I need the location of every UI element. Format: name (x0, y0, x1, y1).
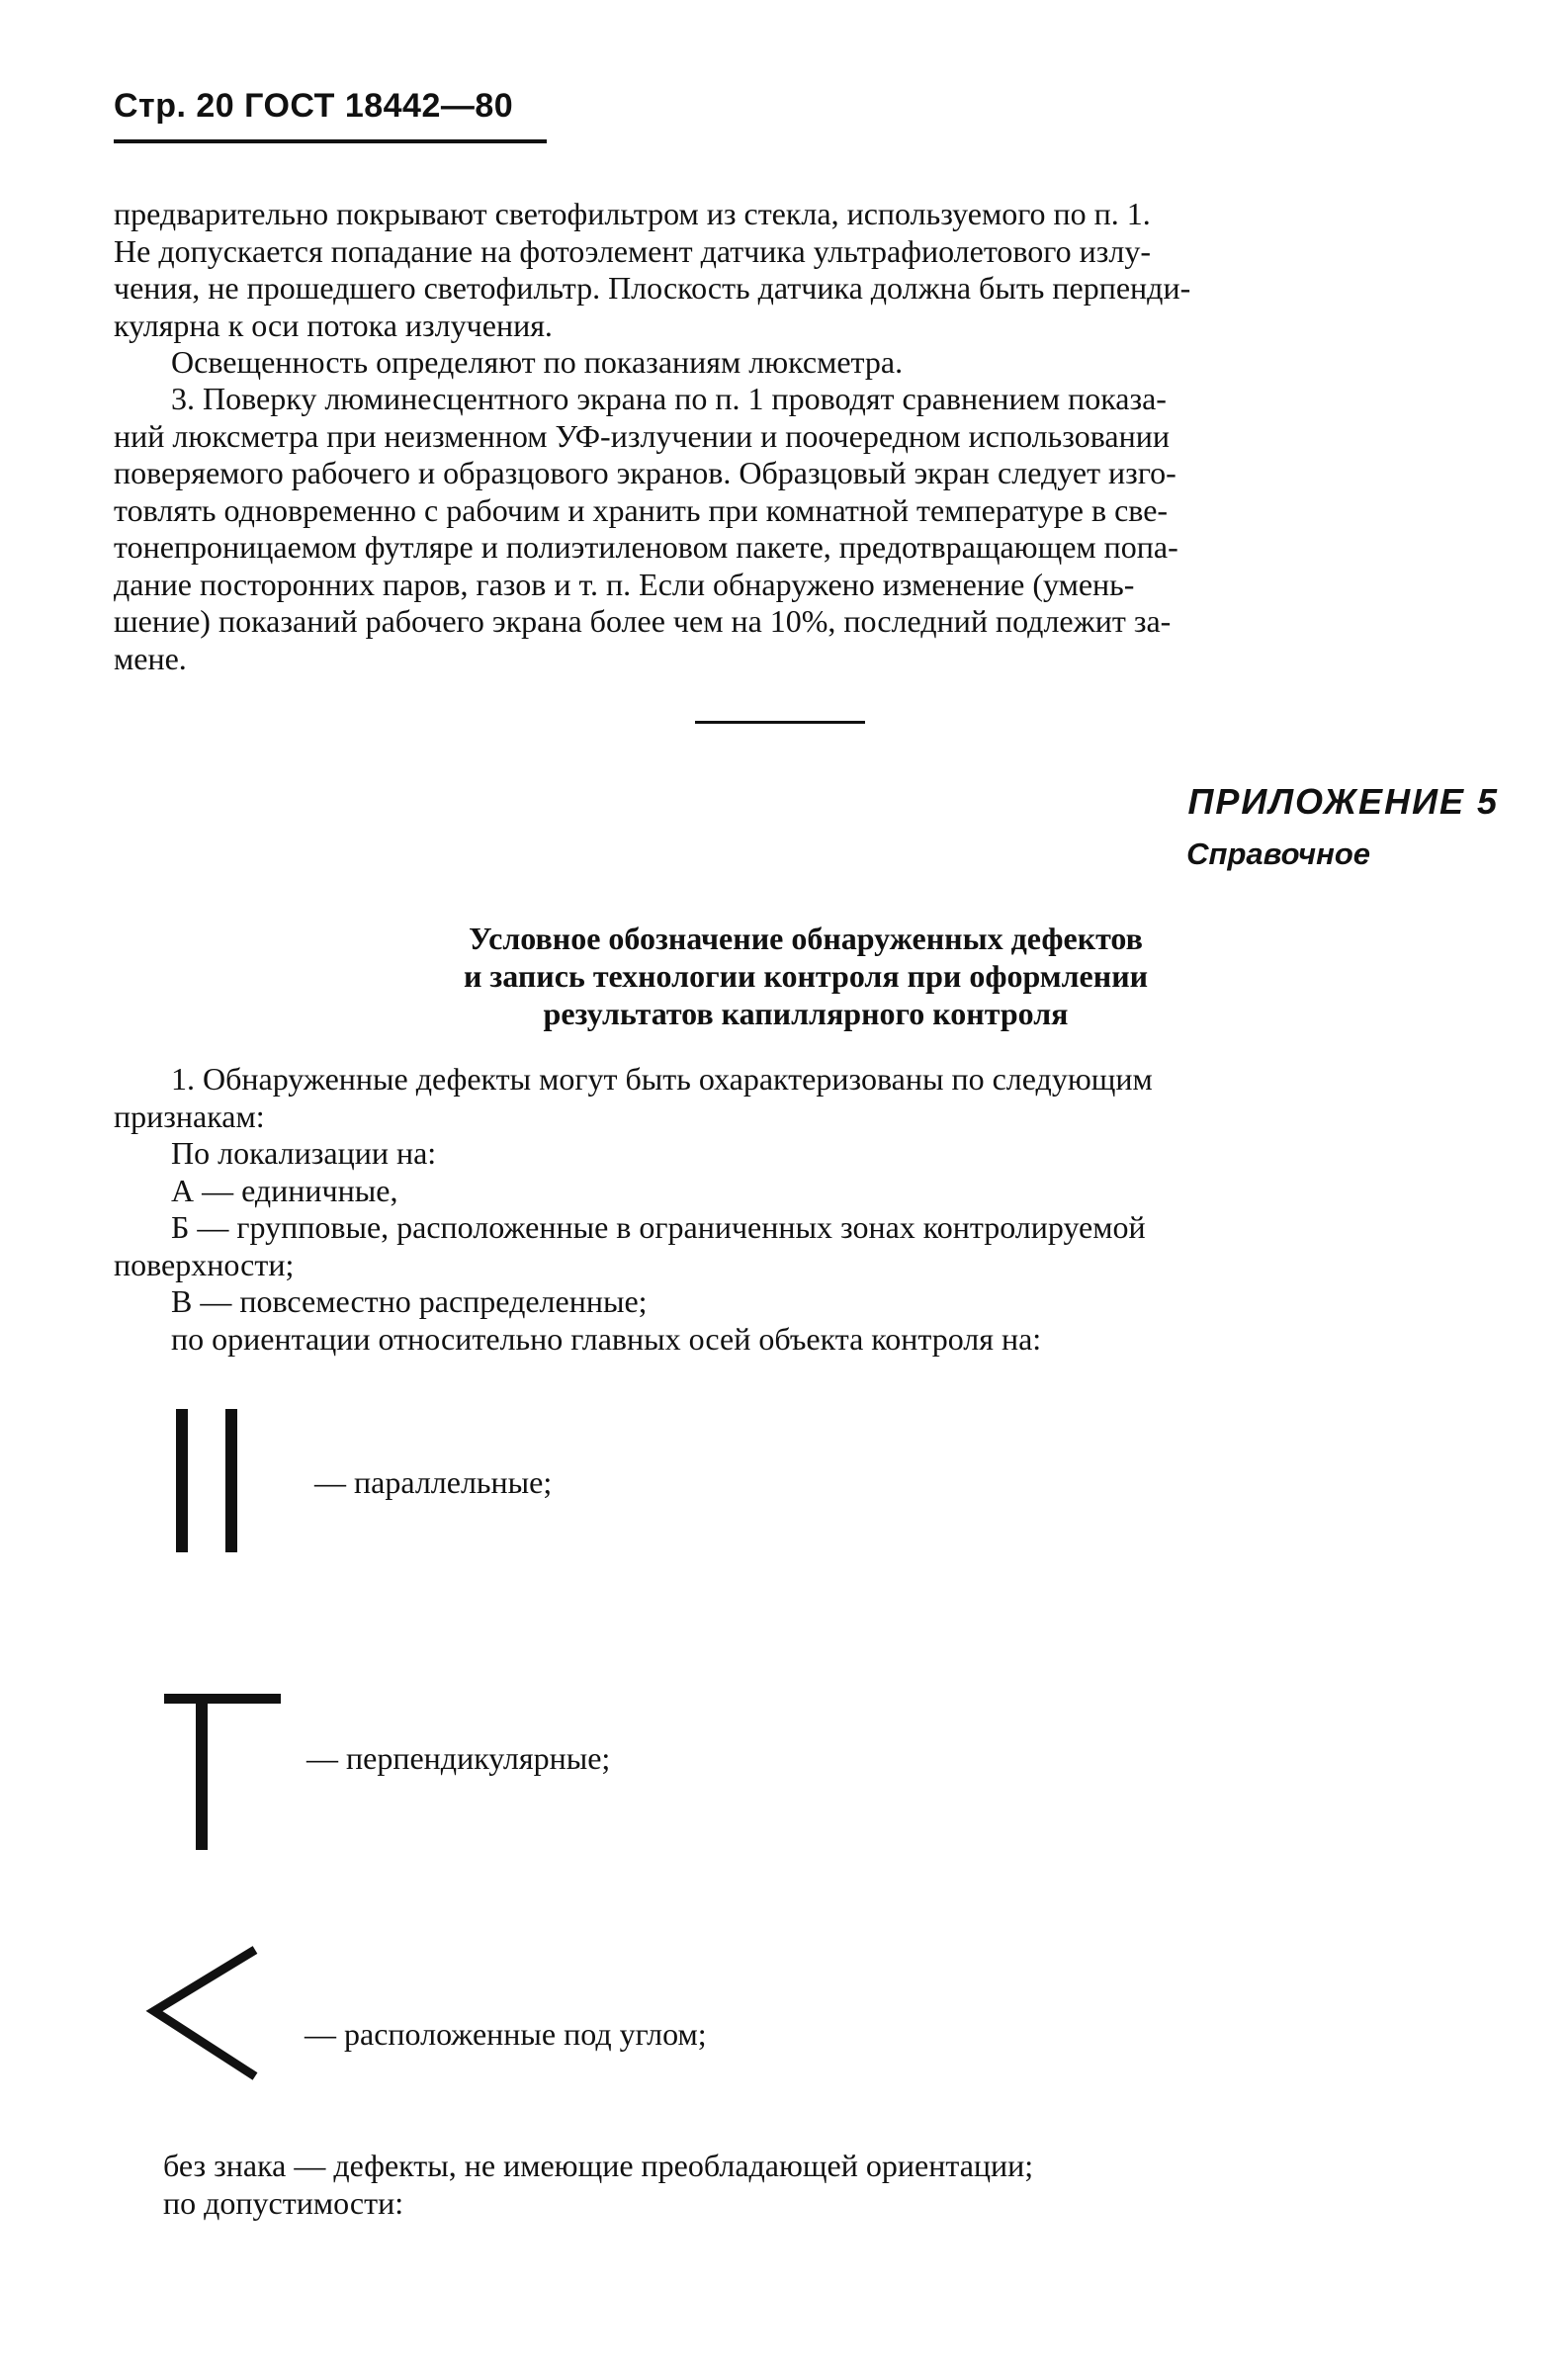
text-line: поверяемого рабочего и образцового экранов. Образцовый экран следует изго- (114, 455, 1176, 490)
list-item: В — повсеместно распределенные; (171, 1283, 648, 1319)
text-line: кулярна к оси потока излучения. (114, 307, 553, 343)
appendix-title (114, 920, 1498, 1032)
section-separator (695, 721, 865, 724)
symbol-label-perpendicular: — перпендикулярные; (306, 1740, 611, 1776)
text-line: ний люксметра при неизменном УФ-излучении и поочередном использовании (114, 417, 1170, 454)
symbol-label-parallel: — параллельные; (314, 1464, 553, 1500)
parallel-lines-icon (170, 1409, 249, 1557)
page-header: Стр. 20 ГОСТ 18442—80 (114, 87, 514, 125)
text-line: дание посторонних паров, газов и т. п. Если обнаружено изменение (умень- (114, 566, 1135, 602)
header-rule (114, 139, 547, 143)
list-item: А — единичные, (171, 1172, 398, 1208)
paragraph-3 (114, 381, 1498, 677)
text-line: чения, не прошедшего светофильтр. Плоскость датчика должна быть перпенди- (114, 270, 1191, 306)
angle-icon (138, 1938, 267, 2086)
text-line: шение) показаний рабочего экрана более чем на 10%, последний подлежит за- (114, 603, 1172, 639)
continued-paragraph (114, 196, 1498, 344)
text-line: 3. Поверку люминесцентного экрана по п. 1 проводят сравнением показа- (171, 381, 1167, 416)
illuminance-paragraph: Освещенность определяют по показаниям люксметра. (171, 344, 904, 380)
title-line: Условное обозначение обнаруженных дефектов (469, 921, 1143, 956)
text-line: поверхности; (114, 1246, 295, 1282)
text-line: без знака — дефекты, не имеющие преобладающей ориентации; (163, 2148, 1034, 2183)
text-line: 1. Обнаруженные дефекты могут быть охарактеризованы по следующим (171, 1061, 1153, 1097)
text-line: товлять одновременно с рабочим и хранить при комнатной температуре в све- (114, 491, 1169, 528)
text-line: по допустимости: (163, 2184, 404, 2221)
closing-lines (114, 2148, 1498, 2222)
perpendicular-icon (158, 1686, 287, 1854)
symbol-label-angle: — расположенные под углом; (305, 2016, 707, 2052)
text-line: признакам: (114, 1098, 265, 1134)
text-line: По локализации на: (171, 1135, 437, 1171)
title-line: результатов капиллярного контроля (543, 996, 1069, 1031)
text-line: мене. (114, 640, 187, 676)
defect-characteristics (114, 1061, 1498, 1358)
text-line: по ориентации относительно главных осей объекта контроля на: (171, 1320, 1042, 1357)
title-line: и запись технологии контроля при оформлении (463, 958, 1149, 994)
text-line: тонепроницаемом футляре и полиэтиленовом пакете, предотвращающем попа- (114, 529, 1178, 565)
appendix-label: ПРИЛОЖЕНИЕ 5 (1187, 781, 1499, 822)
list-item: Б — групповые, расположенные в ограниченных зонах контролируемой (171, 1209, 1146, 1245)
appendix-type: Справочное (1186, 836, 1370, 871)
text-line: предварительно покрывают светофильтром из стекла, используемого по п. 1. (114, 196, 1151, 231)
text-line: Не допускается попадание на фотоэлемент датчика ультрафиолетового излу- (114, 232, 1151, 269)
